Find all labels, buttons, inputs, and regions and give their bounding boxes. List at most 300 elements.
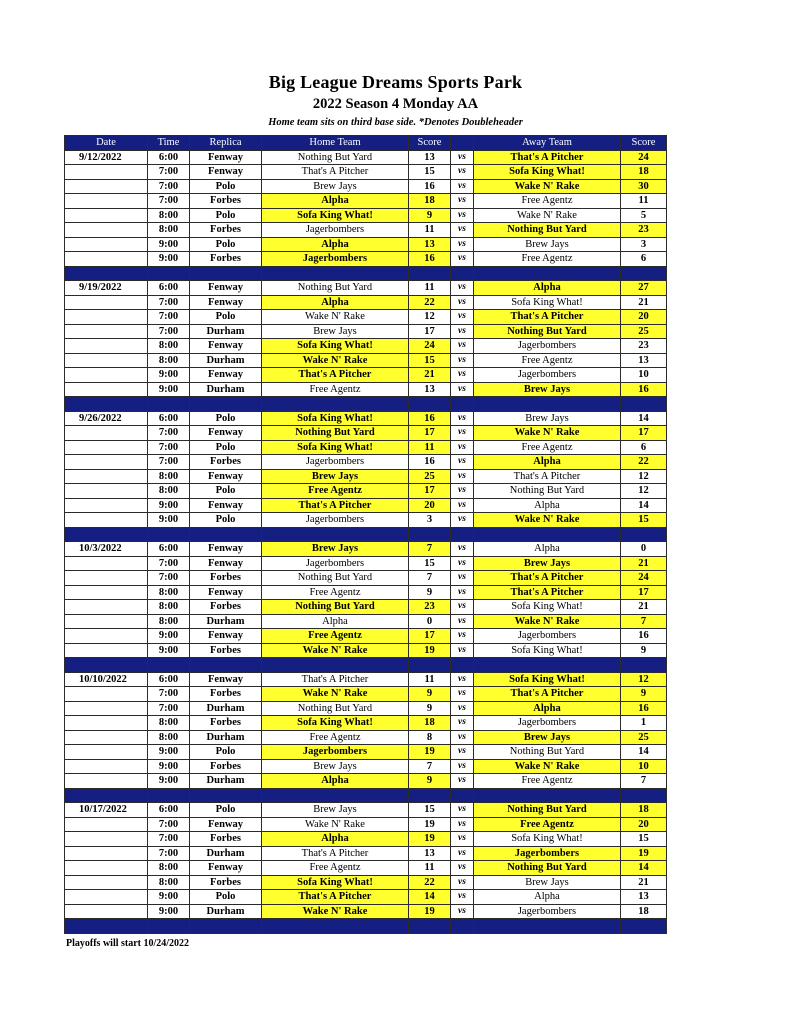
time-cell: 8:00 (148, 484, 190, 499)
time-cell: 9:00 (148, 237, 190, 252)
away-team-cell: Wake N' Rake (474, 426, 621, 441)
home-score-cell: 11 (409, 281, 451, 296)
time-cell: 9:00 (148, 904, 190, 919)
vs-cell: vs (451, 614, 474, 629)
date-cell (65, 295, 148, 310)
date-cell (65, 745, 148, 760)
vs-cell: vs (451, 252, 474, 267)
separator-cell (621, 527, 667, 542)
away-score-cell: 18 (621, 803, 667, 818)
time-cell: 7:00 (148, 310, 190, 325)
date-cell: 10/17/2022 (65, 803, 148, 818)
table-row (65, 295, 667, 310)
date-cell: 10/3/2022 (65, 542, 148, 557)
table-row (65, 368, 667, 383)
home-team-cell: Wake N' Rake (262, 643, 409, 658)
home-team-cell: Sofa King What! (262, 208, 409, 223)
time-cell: 7:00 (148, 455, 190, 470)
date-cell: 10/10/2022 (65, 672, 148, 687)
replica-cell: Forbes (190, 643, 262, 658)
col-time: Time (148, 136, 190, 151)
vs-cell: vs (451, 339, 474, 354)
table-row (65, 745, 667, 760)
separator-cell (474, 658, 621, 673)
home-score-cell: 13 (409, 150, 451, 165)
replica-cell: Polo (190, 310, 262, 325)
separator-cell (474, 266, 621, 281)
time-cell: 7:00 (148, 440, 190, 455)
away-team-cell: Sofa King What! (474, 165, 621, 180)
separator-cell (262, 527, 409, 542)
table-row (65, 440, 667, 455)
replica-cell: Fenway (190, 542, 262, 557)
time-cell: 8:00 (148, 339, 190, 354)
time-cell: 7:00 (148, 194, 190, 209)
table-row (65, 353, 667, 368)
away-score-cell: 5 (621, 208, 667, 223)
replica-cell: Forbes (190, 687, 262, 702)
home-score-cell: 17 (409, 484, 451, 499)
replica-cell: Durham (190, 846, 262, 861)
table-row (65, 426, 667, 441)
replica-cell: Fenway (190, 585, 262, 600)
separator-cell (474, 397, 621, 412)
date-cell (65, 252, 148, 267)
date-cell (65, 890, 148, 905)
away-team-cell: Sofa King What! (474, 672, 621, 687)
header-row (65, 136, 667, 151)
date-cell (65, 904, 148, 919)
separator-cell (262, 658, 409, 673)
home-team-cell: That's A Pitcher (262, 672, 409, 687)
schedule-table (64, 135, 667, 934)
date-cell (65, 585, 148, 600)
replica-cell: Fenway (190, 672, 262, 687)
away-score-cell: 6 (621, 252, 667, 267)
vs-cell: vs (451, 716, 474, 731)
away-team-cell: Alpha (474, 890, 621, 905)
away-score-cell: 15 (621, 513, 667, 528)
table-row (65, 498, 667, 513)
table-row (65, 208, 667, 223)
replica-cell: Durham (190, 614, 262, 629)
date-cell (65, 817, 148, 832)
table-row (65, 455, 667, 470)
time-cell: 8:00 (148, 861, 190, 876)
vs-cell: vs (451, 846, 474, 861)
replica-cell: Fenway (190, 426, 262, 441)
replica-cell: Polo (190, 237, 262, 252)
replica-cell: Durham (190, 382, 262, 397)
home-team-cell: Brew Jays (262, 179, 409, 194)
time-cell: 8:00 (148, 469, 190, 484)
replica-cell: Forbes (190, 832, 262, 847)
time-cell: 9:00 (148, 774, 190, 789)
away-score-cell: 12 (621, 484, 667, 499)
col-away-team: Away Team (474, 136, 621, 151)
home-score-cell: 12 (409, 310, 451, 325)
away-team-cell: Nothing But Yard (474, 803, 621, 818)
vs-cell: vs (451, 194, 474, 209)
col-date: Date (65, 136, 148, 151)
vs-cell: vs (451, 832, 474, 847)
replica-cell: Durham (190, 774, 262, 789)
replica-cell: Polo (190, 411, 262, 426)
time-cell: 9:00 (148, 513, 190, 528)
replica-cell: Fenway (190, 498, 262, 513)
vs-cell: vs (451, 513, 474, 528)
away-team-cell: Nothing But Yard (474, 223, 621, 238)
home-score-cell: 11 (409, 223, 451, 238)
time-cell: 9:00 (148, 629, 190, 644)
separator-cell (409, 919, 451, 934)
separator-cell (148, 658, 190, 673)
vs-cell: vs (451, 237, 474, 252)
home-team-cell: Free Agentz (262, 629, 409, 644)
away-team-cell: Free Agentz (474, 252, 621, 267)
time-cell: 6:00 (148, 411, 190, 426)
separator-cell (451, 788, 474, 803)
week-separator-row (65, 266, 667, 281)
home-team-cell: Jagerbombers (262, 513, 409, 528)
date-cell (65, 643, 148, 658)
time-cell: 9:00 (148, 890, 190, 905)
vs-cell: vs (451, 542, 474, 557)
home-team-cell: Alpha (262, 614, 409, 629)
home-score-cell: 21 (409, 368, 451, 383)
page-subtitle: 2022 Season 4 Monday AA (312, 96, 479, 112)
away-score-cell: 16 (621, 701, 667, 716)
home-score-cell: 15 (409, 803, 451, 818)
week-separator-row (65, 397, 667, 412)
separator-cell (451, 266, 474, 281)
time-cell: 7:00 (148, 846, 190, 861)
home-team-cell: Wake N' Rake (262, 817, 409, 832)
vs-cell: vs (451, 730, 474, 745)
away-team-cell: Free Agentz (474, 194, 621, 209)
vs-cell: vs (451, 208, 474, 223)
replica-cell: Polo (190, 803, 262, 818)
away-team-cell: Brew Jays (474, 382, 621, 397)
time-cell: 7:00 (148, 426, 190, 441)
date-cell (65, 600, 148, 615)
vs-cell: vs (451, 455, 474, 470)
home-score-cell: 24 (409, 339, 451, 354)
home-team-cell: Sofa King What! (262, 716, 409, 731)
separator-cell (262, 397, 409, 412)
away-team-cell: Nothing But Yard (474, 861, 621, 876)
date-cell (65, 716, 148, 731)
vs-cell: vs (451, 324, 474, 339)
away-team-cell: Brew Jays (474, 556, 621, 571)
away-score-cell: 12 (621, 469, 667, 484)
home-team-cell: Alpha (262, 774, 409, 789)
col-home-score: Score (409, 136, 451, 151)
time-cell: 8:00 (148, 223, 190, 238)
time-cell: 6:00 (148, 150, 190, 165)
vs-cell: vs (451, 484, 474, 499)
home-team-cell: Sofa King What! (262, 339, 409, 354)
home-team-cell: Brew Jays (262, 324, 409, 339)
replica-cell: Polo (190, 745, 262, 760)
vs-cell: vs (451, 469, 474, 484)
home-score-cell: 7 (409, 759, 451, 774)
home-team-cell: Brew Jays (262, 803, 409, 818)
away-team-cell: Jagerbombers (474, 629, 621, 644)
home-team-cell: Sofa King What! (262, 440, 409, 455)
home-team-cell: That's A Pitcher (262, 890, 409, 905)
time-cell: 7:00 (148, 179, 190, 194)
vs-cell: vs (451, 179, 474, 194)
away-team-cell: Alpha (474, 281, 621, 296)
away-score-cell: 18 (621, 165, 667, 180)
vs-cell: vs (451, 745, 474, 760)
table-row (65, 716, 667, 731)
away-team-cell: That's A Pitcher (474, 310, 621, 325)
away-team-cell: Wake N' Rake (474, 513, 621, 528)
table-row (65, 223, 667, 238)
date-cell (65, 324, 148, 339)
away-score-cell: 16 (621, 382, 667, 397)
vs-cell: vs (451, 687, 474, 702)
date-cell (65, 759, 148, 774)
away-team-cell: Free Agentz (474, 774, 621, 789)
home-team-cell: Nothing But Yard (262, 600, 409, 615)
table-row (65, 759, 667, 774)
home-team-cell: That's A Pitcher (262, 165, 409, 180)
home-score-cell: 17 (409, 324, 451, 339)
vs-cell: vs (451, 672, 474, 687)
replica-cell: Polo (190, 208, 262, 223)
table-row (65, 803, 667, 818)
vs-cell: vs (451, 498, 474, 513)
separator-cell (621, 788, 667, 803)
home-team-cell: Sofa King What! (262, 875, 409, 890)
separator-cell (621, 658, 667, 673)
replica-cell: Fenway (190, 556, 262, 571)
time-cell: 7:00 (148, 324, 190, 339)
time-cell: 9:00 (148, 498, 190, 513)
home-team-cell: Alpha (262, 295, 409, 310)
replica-cell: Fenway (190, 295, 262, 310)
table-row (65, 165, 667, 180)
home-score-cell: 18 (409, 716, 451, 731)
replica-cell: Forbes (190, 716, 262, 731)
date-cell (65, 498, 148, 513)
separator-cell (621, 397, 667, 412)
separator-cell (621, 266, 667, 281)
away-team-cell: Jagerbombers (474, 368, 621, 383)
away-score-cell: 14 (621, 411, 667, 426)
table-row (65, 832, 667, 847)
separator-cell (409, 788, 451, 803)
separator-cell (148, 397, 190, 412)
away-team-cell: Sofa King What! (474, 600, 621, 615)
schedule-note: Home team sits on third base side. *Denotes Doubleheader (268, 117, 523, 128)
away-score-cell: 11 (621, 194, 667, 209)
home-team-cell: Nothing But Yard (262, 426, 409, 441)
home-score-cell: 9 (409, 585, 451, 600)
vs-cell: vs (451, 426, 474, 441)
away-team-cell: Nothing But Yard (474, 484, 621, 499)
replica-cell: Durham (190, 353, 262, 368)
vs-cell: vs (451, 368, 474, 383)
home-team-cell: Free Agentz (262, 585, 409, 600)
home-team-cell: Nothing But Yard (262, 281, 409, 296)
date-cell (65, 875, 148, 890)
home-score-cell: 19 (409, 643, 451, 658)
date-cell (65, 179, 148, 194)
replica-cell: Fenway (190, 339, 262, 354)
table-row (65, 875, 667, 890)
time-cell: 7:00 (148, 571, 190, 586)
away-team-cell: Free Agentz (474, 353, 621, 368)
vs-cell: vs (451, 701, 474, 716)
week-separator-row (65, 658, 667, 673)
away-team-cell: Alpha (474, 542, 621, 557)
away-score-cell: 21 (621, 295, 667, 310)
home-team-cell: Nothing But Yard (262, 571, 409, 586)
date-cell (65, 513, 148, 528)
table-row (65, 687, 667, 702)
home-score-cell: 17 (409, 629, 451, 644)
home-team-cell: Brew Jays (262, 759, 409, 774)
date-cell (65, 687, 148, 702)
date-cell: 9/19/2022 (65, 281, 148, 296)
away-score-cell: 13 (621, 353, 667, 368)
separator-cell (148, 266, 190, 281)
away-team-cell: Jagerbombers (474, 339, 621, 354)
home-score-cell: 19 (409, 832, 451, 847)
home-score-cell: 19 (409, 745, 451, 760)
date-cell (65, 832, 148, 847)
home-score-cell: 0 (409, 614, 451, 629)
away-team-cell: Alpha (474, 498, 621, 513)
time-cell: 8:00 (148, 730, 190, 745)
home-score-cell: 13 (409, 237, 451, 252)
home-score-cell: 3 (409, 513, 451, 528)
date-cell (65, 455, 148, 470)
time-cell: 7:00 (148, 832, 190, 847)
home-score-cell: 9 (409, 687, 451, 702)
separator-cell (65, 919, 148, 934)
time-cell: 8:00 (148, 875, 190, 890)
table-row (65, 672, 667, 687)
away-team-cell: Brew Jays (474, 730, 621, 745)
time-cell: 7:00 (148, 701, 190, 716)
time-cell: 8:00 (148, 614, 190, 629)
home-score-cell: 8 (409, 730, 451, 745)
replica-cell: Polo (190, 179, 262, 194)
separator-cell (474, 919, 621, 934)
replica-cell: Fenway (190, 281, 262, 296)
time-cell: 7:00 (148, 687, 190, 702)
replica-cell: Forbes (190, 571, 262, 586)
away-score-cell: 9 (621, 687, 667, 702)
table-row (65, 324, 667, 339)
replica-cell: Fenway (190, 861, 262, 876)
away-score-cell: 14 (621, 861, 667, 876)
date-cell (65, 310, 148, 325)
away-score-cell: 22 (621, 455, 667, 470)
away-score-cell: 15 (621, 832, 667, 847)
separator-cell (148, 527, 190, 542)
table-row (65, 252, 667, 267)
away-score-cell: 13 (621, 890, 667, 905)
home-team-cell: Brew Jays (262, 469, 409, 484)
away-score-cell: 23 (621, 223, 667, 238)
vs-cell: vs (451, 585, 474, 600)
home-team-cell: Wake N' Rake (262, 353, 409, 368)
time-cell: 8:00 (148, 716, 190, 731)
vs-cell: vs (451, 890, 474, 905)
replica-cell: Polo (190, 890, 262, 905)
table-row (65, 484, 667, 499)
replica-cell: Forbes (190, 455, 262, 470)
away-team-cell: Jagerbombers (474, 846, 621, 861)
away-score-cell: 19 (621, 846, 667, 861)
home-team-cell: That's A Pitcher (262, 846, 409, 861)
away-team-cell: Brew Jays (474, 875, 621, 890)
date-cell (65, 165, 148, 180)
replica-cell: Forbes (190, 252, 262, 267)
table-row (65, 600, 667, 615)
separator-cell (65, 658, 148, 673)
away-team-cell: Alpha (474, 455, 621, 470)
vs-cell: vs (451, 353, 474, 368)
separator-cell (190, 919, 262, 934)
separator-cell (474, 527, 621, 542)
vs-cell: vs (451, 803, 474, 818)
date-cell (65, 440, 148, 455)
home-team-cell: Sofa King What! (262, 411, 409, 426)
away-team-cell: Wake N' Rake (474, 179, 621, 194)
vs-cell: vs (451, 600, 474, 615)
away-score-cell: 16 (621, 629, 667, 644)
separator-cell (190, 788, 262, 803)
date-cell (65, 774, 148, 789)
date-cell (65, 223, 148, 238)
home-score-cell: 9 (409, 701, 451, 716)
table-row (65, 643, 667, 658)
away-score-cell: 21 (621, 556, 667, 571)
vs-cell: vs (451, 382, 474, 397)
date-cell (65, 861, 148, 876)
time-cell: 8:00 (148, 585, 190, 600)
home-team-cell: Alpha (262, 194, 409, 209)
replica-cell: Durham (190, 730, 262, 745)
table-row (65, 585, 667, 600)
replica-cell: Polo (190, 440, 262, 455)
away-score-cell: 23 (621, 339, 667, 354)
vs-cell: vs (451, 556, 474, 571)
home-score-cell: 7 (409, 542, 451, 557)
time-cell: 7:00 (148, 817, 190, 832)
vs-cell: vs (451, 571, 474, 586)
home-team-cell: Nothing But Yard (262, 150, 409, 165)
away-score-cell: 24 (621, 150, 667, 165)
replica-cell: Forbes (190, 875, 262, 890)
home-team-cell: Brew Jays (262, 542, 409, 557)
vs-cell: vs (451, 281, 474, 296)
separator-cell (190, 397, 262, 412)
replica-cell: Polo (190, 513, 262, 528)
separator-cell (190, 266, 262, 281)
vs-cell: vs (451, 629, 474, 644)
week-separator-row (65, 788, 667, 803)
date-cell: 9/12/2022 (65, 150, 148, 165)
away-team-cell: Nothing But Yard (474, 324, 621, 339)
